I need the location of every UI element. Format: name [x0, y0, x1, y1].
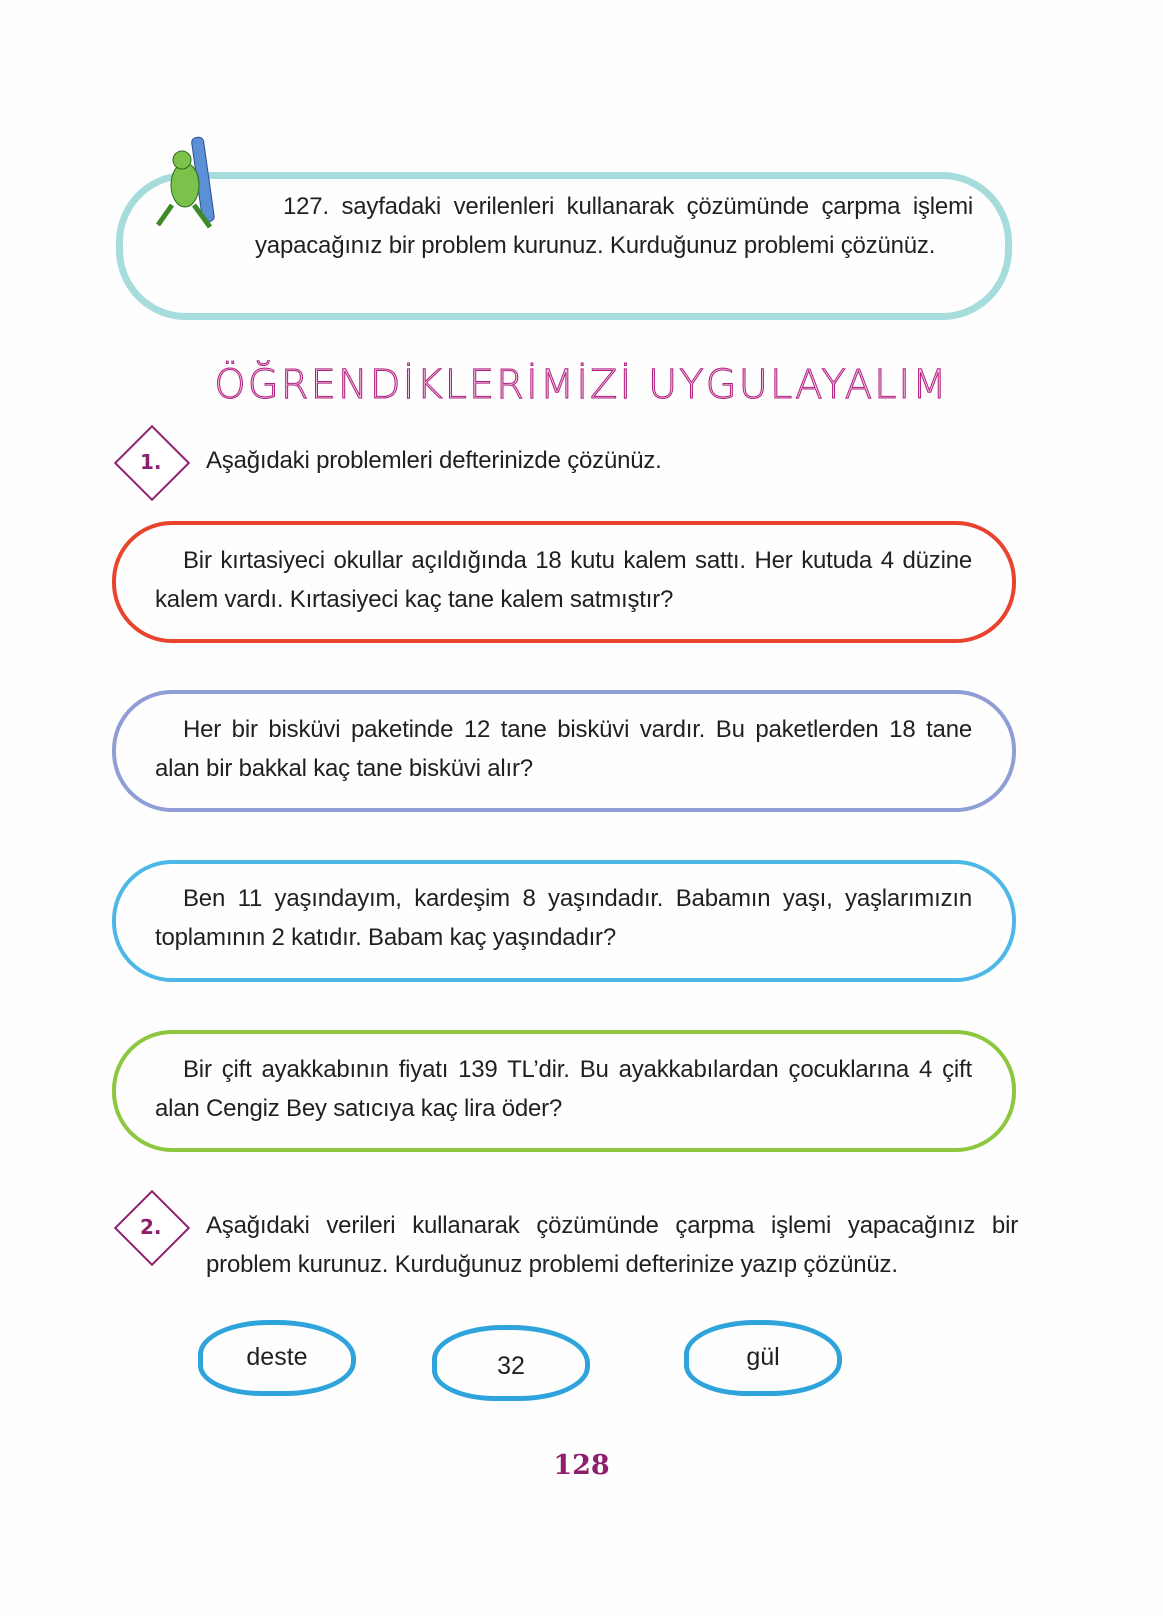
data-item: 32 [432, 1325, 590, 1401]
page-number: 128 [553, 1450, 610, 1481]
intro-text: 127. sayfadaki verilenleri kullanarak çözümünde çarpma işlemi yapacağınız bir problem kurunuz. Kurduğunuz problemi çözünüz. [255, 193, 973, 259]
problem-text: Bir çift ayakkabının fiyatı 139 TL’dir. Bu ayakkabılardan çocuklarına 4 çift alan Cengiz Bey satıcıya kaç lira öder? [155, 1056, 972, 1122]
exercise-number: 1. [140, 450, 162, 474]
problem-text: Ben 11 yaşındayım, kardeşim 8 yaşındadır. Babamın yaşı, yaşlarımızın toplamının 2 katıdır. Babam kaç yaşındadır? [155, 885, 972, 951]
data-item: deste [198, 1320, 356, 1396]
exercise1-instruction: Aşağıdaki problemleri defterinizde çözünüz. [206, 447, 662, 474]
section-title: ÖĞRENDİKLERİMİZİ UYGULAYALIM [214, 362, 949, 408]
exercise2-instruction: Aşağıdaki verileri kullanarak çözümünde çarpma işlemi yapacağınız bir problem kurunuz. Kurduğunuz problemi defterinize yazıp çözünüz. [206, 1212, 1018, 1278]
exercise-number: 2. [140, 1215, 162, 1239]
data-item: gül [684, 1320, 842, 1396]
problem-text: Her bir bisküvi paketinde 12 tane bisküvi vardır. Bu paketlerden 18 tane alan bir bakkal kaç tane bisküvi alır? [155, 716, 972, 782]
frog-with-pencil-icon [150, 135, 225, 235]
problem-text: Bir kırtasiyeci okullar açıldığında 18 kutu kalem sattı. Her kutuda 4 düzine kalem vardı. Kırtasiyeci kaç tane kalem satmıştır? [155, 547, 972, 613]
